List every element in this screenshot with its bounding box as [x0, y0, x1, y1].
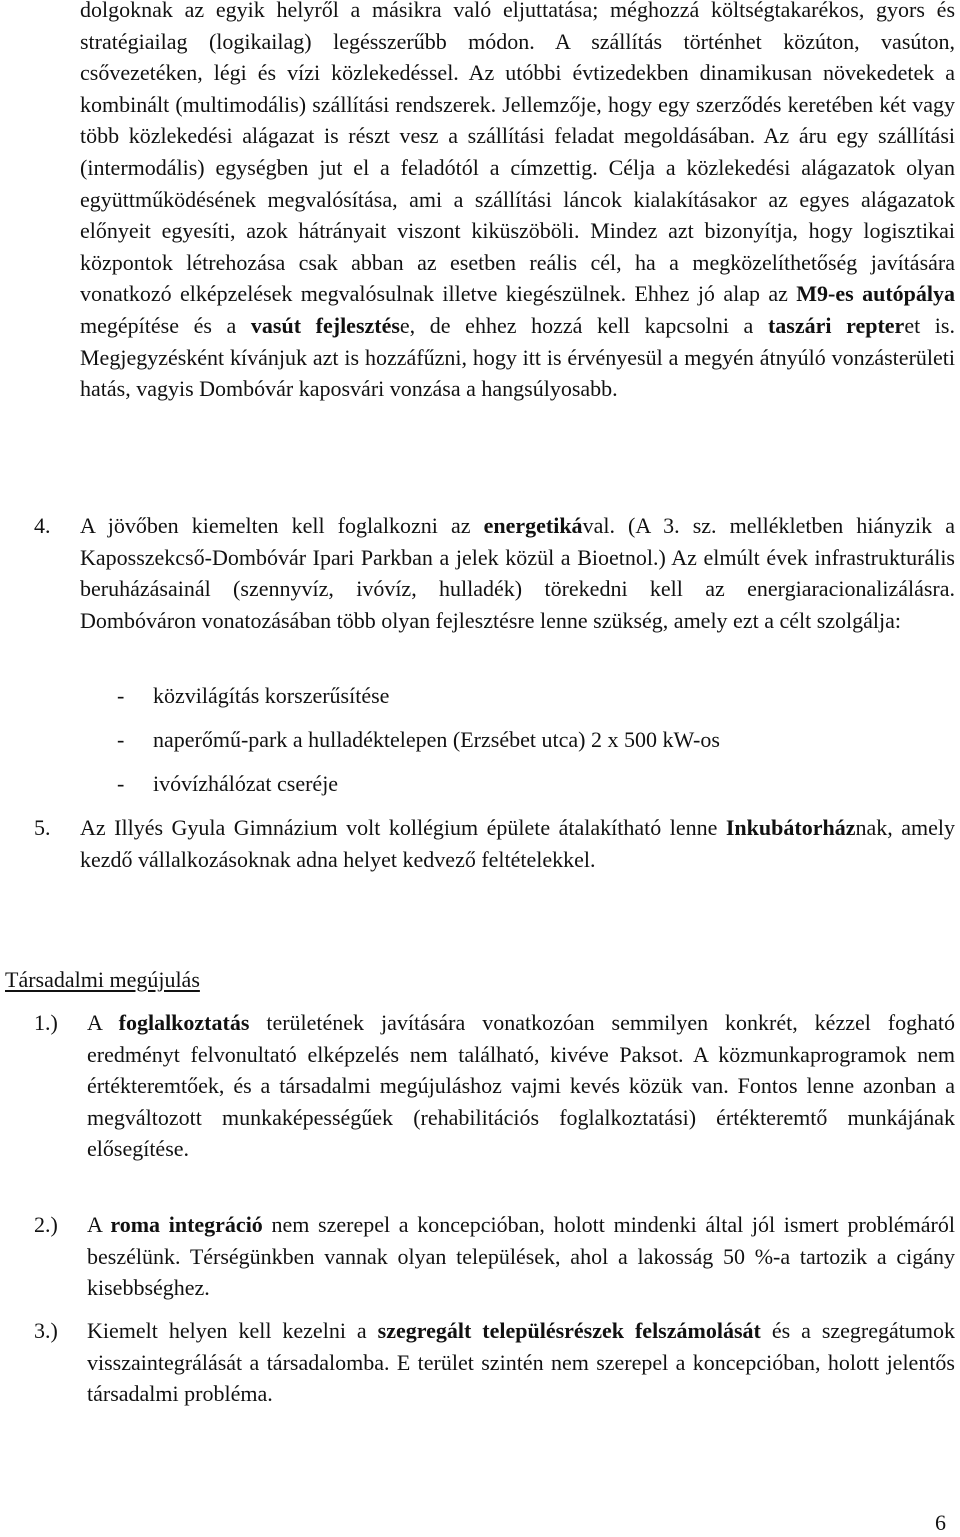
bullet-text: naperőmű-park a hulladéktelepen (Erzsébet utca) 2 x 500 kW-os: [153, 727, 720, 752]
list-item-text: [87, 1209, 955, 1304]
list-item-text: [80, 812, 955, 875]
bullet-dash: -: [117, 727, 125, 752]
bold-incubator: Inkubátorház: [725, 815, 856, 840]
list-item-text: [87, 1315, 955, 1410]
list-number: 4.: [34, 513, 51, 538]
continued-paragraph: [80, 0, 955, 405]
text-fragment: területének javítására vonatkozóan semmilyen konkrét, kézzel fogható eredményt felvonultató elképzelés nem található, kivéve Paksot. A közmunkaprogramok nem értékteremtőek, és a társadalmi megújuláshoz vajmi kevés közük van. Fontos lenne azonban a megváltozott munkaképességűek (rehabilitációs foglalkoztatási) értékteremtő munkájának elősegítése.: [87, 1010, 955, 1162]
text-fragment: nem szerepel a koncepcióban, holott mindenki által jól ismert problémáról beszélünk. Térségünkben vannak olyan települések, ahol a lakosság 50 %-a tartozik a cigány kisebbséghez.: [87, 1212, 955, 1301]
text-fragment: nak, amely kezdő vállalkozásoknak adna helyet kedvező feltételekkel.: [80, 815, 955, 872]
paragraph-text: megépítése és a: [80, 312, 251, 338]
list-number: 2.): [34, 1212, 58, 1237]
list-number: 1.): [34, 1010, 58, 1035]
bold-railway: vasút fejlesztés: [250, 312, 400, 338]
text-fragment: A: [87, 1212, 111, 1237]
list-item-text: [87, 1007, 955, 1165]
bullet-dash: -: [117, 683, 125, 708]
bullet-text: ivóvízhálózat cseréje: [153, 771, 339, 796]
list-number: 3.): [34, 1318, 58, 1343]
list-item-text: [80, 510, 955, 636]
text-fragment: és a szegregátumok visszaintegrálását a társadalomba. E terület szintén nem szerepel a koncepcióban, holott jelentős társadalmi probléma.: [87, 1318, 956, 1407]
bold-employment: foglalkoztatás: [118, 1010, 250, 1035]
text-fragment: Kiemelt helyen kell kezelni a: [87, 1318, 378, 1343]
bullet-text: közvilágítás korszerűsítése: [153, 683, 390, 708]
paragraph-text: et is. Megjegyzésként kívánjuk azt is hozzáfűzni, hogy itt is érvényesül a megyén átnyúló vonzásterületi hatás, vagyis Dombóvár kaposvári vonzása a hangsúlyosabb.: [80, 312, 955, 402]
bold-segregated-areas: szegregált településrészek felszámolását: [377, 1318, 761, 1343]
text-fragment: Az Illyés Gyula Gimnázium volt kollégium épülete átalakítható lenne: [80, 815, 726, 840]
bold-highway: M9-es autópálya: [796, 281, 955, 307]
page-number: 6: [935, 1510, 946, 1535]
section-heading: Társadalmi megújulás: [5, 967, 200, 992]
text-fragment: val. (A 3. sz. mellékletben hiányzik a Kaposszekcső-Dombóvár Ipari Parkban a jelek közül a Bioetnol.) Az elmúlt évek infrastrukturális beruházásainál (szennyvíz, ivóvíz, hulladék) törekedni kell az energiaracionalizálásra. Dombóváron vonatozásában több olyan fejlesztésre lenne szükség, amely ezt a célt szolgálja:: [80, 513, 955, 633]
paragraph-text: dolgoknak az egyik helyről a másikra való eljuttatása; méghozzá költségtakarékos, gyors és stratégiailag (logikailag) legésszerűbb módon. A szállítás történhet közúton, vasúton, csővezetéken, légi és vízi közlekedéssel. Az utóbbi évtizedekben dinamikusan növekedetek a kombinált (multimodális) szállítási rendszerek. Jellemzője, hogy egy szerződés keretében két vagy több közlekedési alágazat is részt vesz a szállítási feladat megoldásában. Az áru egy szállítási (intermodális) egységben jut el a feladótól a címzettig. Célja a közlekedési alágazatok olyan együttműködésének megvalósítása, ami a szállítási láncok kialakításakor az egyes alágazatok előnyeit egyesíti, azok hátrányait viszont kiküszöböli. Mindez azt bizonyítja, hogy logisztikai központok létrehozása csak abban az esetben reális cél, ha a megközelíthetőség javítására vonatkozó elképzelések megvalósulnak illetve kiegészülnek. Ehhez jó alap az: [80, 0, 955, 307]
bullet-dash: -: [117, 771, 125, 796]
text-fragment: A: [87, 1010, 119, 1035]
text-fragment: A jövőben kiemelten kell foglalkozni az: [80, 513, 484, 538]
paragraph-text: e, de ehhez hozzá kell kapcsolni a: [399, 312, 768, 338]
bold-roma-integration: roma integráció: [110, 1212, 263, 1237]
bold-energy: energetiká: [483, 513, 583, 538]
bold-airport: taszári repter: [767, 312, 905, 338]
list-number: 5.: [34, 815, 51, 840]
